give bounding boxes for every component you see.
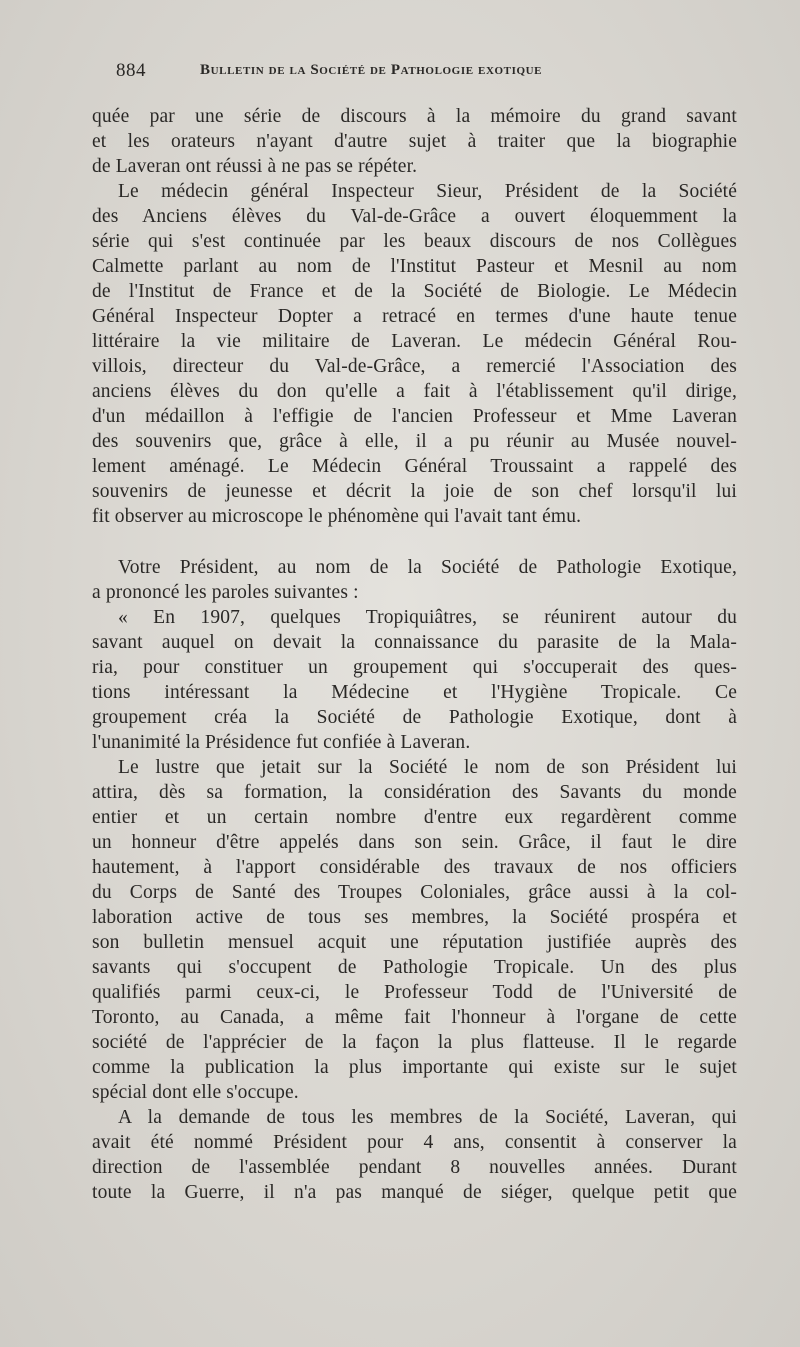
text-line: ria, pour constituer un groupement qui s'occuperait des ques- — [92, 657, 737, 678]
text-line: entier et un certain nombre d'entre eux regardèrent comme — [92, 807, 737, 828]
paragraph-gap — [92, 529, 737, 555]
text-line: littéraire la vie militaire de Laveran. Le médecin Général Rou- — [92, 331, 737, 352]
text-line: anciens élèves du don qu'elle a fait à l'établissement qu'il dirige, — [92, 381, 737, 402]
text-line: groupement créa la Société de Pathologie Exotique, dont à — [92, 707, 737, 728]
text-line: avait été nommé Président pour 4 ans, consentit à conserver la — [92, 1132, 737, 1153]
text-line: toute la Guerre, il n'a pas manqué de siéger, quelque petit que — [92, 1182, 737, 1203]
text-line: du Corps de Santé des Troupes Coloniales, grâce aussi à la col- — [92, 882, 737, 903]
text-line: direction de l'assemblée pendant 8 nouvelles années. Durant — [92, 1157, 737, 1178]
text-line: hautement, à l'apport considérable des travaux de nos officiers — [92, 857, 737, 878]
text-line: spécial dont elle s'occupe. — [92, 1082, 299, 1103]
body-text — [92, 104, 737, 1205]
text-line: Le médecin général Inspecteur Sieur, Président de la Société — [118, 181, 737, 202]
text-line: tions intéressant la Médecine et l'Hygiène Tropicale. Ce — [92, 682, 737, 703]
text-line: A la demande de tous les membres de la Société, Laveran, qui — [118, 1107, 737, 1128]
text-line: a prononcé les paroles suivantes : — [92, 582, 359, 603]
text-line: son bulletin mensuel acquit une réputation justifiée auprès des — [92, 932, 737, 953]
text-line: et les orateurs n'ayant d'autre sujet à traiter que la biographie — [92, 131, 737, 152]
text-line: série qui s'est continuée par les beaux discours de nos Collègues — [92, 231, 737, 252]
text-line: Le lustre que jetait sur la Société le nom de son Président lui — [118, 757, 737, 778]
running-head: Bulletin de la Société de Pathologie exotique — [200, 62, 543, 78]
text-line: souvenirs de jeunesse et décrit la joie de son chef lorsqu'il lui — [92, 481, 737, 502]
text-line: Général Inspecteur Dopter a retracé en termes d'une haute tenue — [92, 306, 737, 327]
text-line: laboration active de tous ses membres, la Société prospéra et — [92, 907, 737, 928]
text-line: savants qui s'occupent de Pathologie Tropicale. Un des plus — [92, 957, 737, 978]
text-line: société de l'apprécier de la façon la plus flatteuse. Il le regarde — [92, 1032, 737, 1053]
page-header — [116, 60, 736, 86]
text-line: villois, directeur du Val-de-Grâce, a remercié l'Association des — [92, 356, 737, 377]
text-line: d'un médaillon à l'effigie de l'ancien Professeur et Mme Laveran — [92, 406, 737, 427]
text-line: de l'Institut de France et de la Société de Biologie. Le Médecin — [92, 281, 737, 302]
text-line: de Laveran ont réussi à ne pas se répéter. — [92, 156, 418, 177]
text-line: l'unanimité la Présidence fut confiée à Laveran. — [92, 732, 471, 753]
text-line: un honneur d'être appelés dans son sein. Grâce, il faut le dire — [92, 832, 737, 853]
text-line: « En 1907, quelques Tropiquiâtres, se réunirent autour du — [118, 607, 737, 628]
text-line: quée par une série de discours à la mémoire du grand savant — [92, 106, 737, 127]
text-line: Votre Président, au nom de la Société de Pathologie Exotique, — [118, 557, 737, 578]
text-line: savant auquel on devait la connaissance du parasite de la Mala- — [92, 632, 737, 653]
text-line: qualifiés parmi ceux-ci, le Professeur Todd de l'Université de — [92, 982, 737, 1003]
text-line: attira, dès sa formation, la considération des Savants du monde — [92, 782, 737, 803]
text-line: lement aménagé. Le Médecin Général Troussaint a rappelé des — [92, 456, 737, 477]
text-line: des Anciens élèves du Val-de-Grâce a ouvert éloquemment la — [92, 206, 737, 227]
page-number: 884 — [116, 60, 146, 81]
text-line: fit observer au microscope le phénomène qui l'avait tant ému. — [92, 506, 582, 527]
text-line: des souvenirs que, grâce à elle, il a pu réunir au Musée nouvel- — [92, 431, 737, 452]
text-line: Calmette parlant au nom de l'Institut Pasteur et Mesnil au nom — [92, 256, 737, 277]
text-line: comme la publication la plus importante qui existe sur le sujet — [92, 1057, 737, 1078]
text-line: Toronto, au Canada, a même fait l'honneur à l'organe de cette — [92, 1007, 737, 1028]
